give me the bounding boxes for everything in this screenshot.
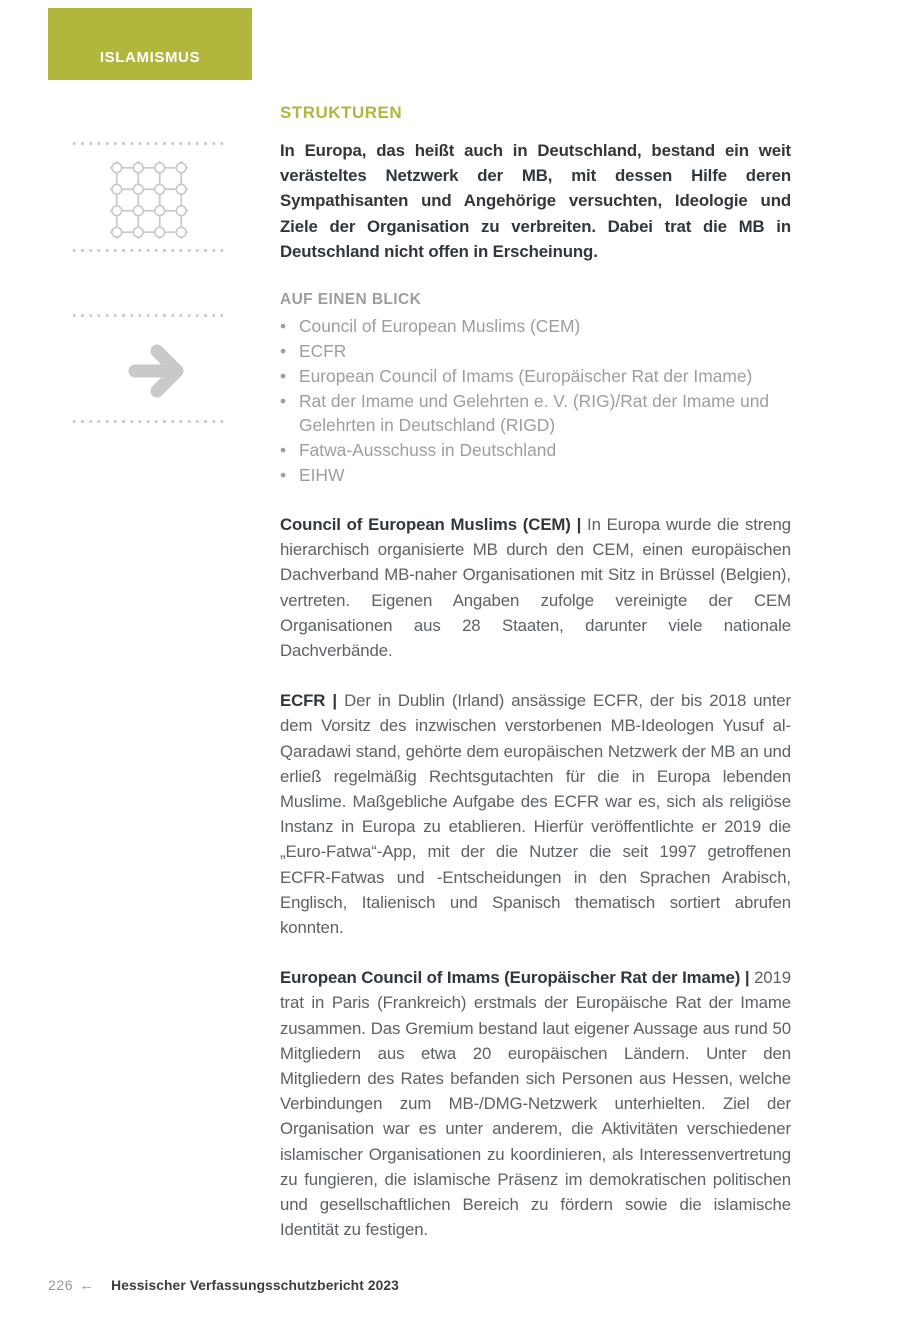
glance-item: • Fatwa-Ausschuss in Deutschland bbox=[280, 438, 791, 462]
glance-item: • EIHW bbox=[280, 463, 791, 487]
glance-title: AUF EINEN BLICK bbox=[280, 291, 422, 309]
paragraph-lead: ECFR | bbox=[280, 691, 337, 711]
intro-paragraph: In Europa, das heißt auch in Deutschland, bestand ein weit verästeltes Netzwerk der MB, mit dessen Hilfe deren Sympathisanten und Angehörige versuchten, Ideologie und Ziele der Organisation zu verbreiten. Dabei trat die MB in Deutschland nicht offen in Erscheinung. bbox=[280, 141, 791, 261]
left-arrow-icon: ← bbox=[79, 1277, 95, 1294]
dotted-divider bbox=[73, 314, 228, 317]
glance-item: • ECFR bbox=[280, 339, 791, 363]
chapter-badge-label: ISLAMISMUS bbox=[99, 48, 201, 66]
paragraph-body: 2019 trat in Paris (Frankreich) erstmals der Europäische Rat der Imame zusammen. Das Gremium bestand laut eigener Aussage aus rund 50 Mitgliedern aus etwa 20 europäischen Ländern. Unter den Mitgliedern des Rates befanden sich Personen aus Hessen, welche Verbindungen zum MB-/DMG-Netzwerk unterhielten. Ziel der Organisation war es unter anderem, die Aktivitäten verschiedener islamischer Organisationen zu koordinieren, als Interessenvertretung zu fungieren, die islamische Präsenz im demokratischen politischen und gesellschaftlichen Bereich zu fördern sowie die islamische Identität zu festigen. bbox=[280, 968, 791, 1240]
paragraph-lead: European Council of Imams (Europäischer Rat der Imame) | bbox=[280, 968, 750, 988]
page-number: 226 bbox=[48, 1277, 74, 1293]
arrow-right-icon bbox=[128, 344, 192, 398]
glance-item: • Rat der Imame und Gelehrten e. V. (RIG)/Rat der Imame und Gelehrten in Deutschland (RIGD) bbox=[280, 389, 791, 437]
glance-list bbox=[280, 314, 791, 487]
paragraph-body: In Europa wurde die streng hierarchisch organisierte MB durch den CEM, einen europäischen Dachverband MB-naher Organisationen mit Sitz in Brüssel (Belgien), vertreten. Eigenen Angaben zufolge vereinigte der CEM Organisationen aus 28 Staaten, darunter viele nationale Dachverbände. bbox=[280, 515, 791, 661]
body-paragraph-ecfr bbox=[280, 688, 791, 940]
paragraph-body: Der in Dublin (Irland) ansässige ECFR, der bis 2018 unter dem Vorsitz des inzwischen verstorbenen MB-Ideologen Yusuf al-Qaradawi stand, gehörte dem europäischen Netzwerk der MB an und erließ regelmäßig Rechtsgutachten für die in Europa lebenden Muslime. Maßgebliche Aufgabe des ECFR war es, sich als religiöse Instanz in Europa zu etablieren. Hierfür veröffentlichte er 2019 die „Euro-Fatwa“-App, mit der die Nutzer die seit 1997 getroffenen ECFR-Fatwas und -Entscheidungen in den Sprachen Arabisch, Englisch, Italienisch und Spanisch thematisch sortiert abrufen konnten. bbox=[280, 691, 792, 938]
page-footer bbox=[48, 1277, 399, 1294]
dotted-divider bbox=[73, 249, 228, 252]
body-paragraph-council-of-imams bbox=[280, 965, 791, 1242]
chapter-badge bbox=[48, 8, 252, 80]
body-paragraph-cem bbox=[280, 512, 791, 663]
network-grid-icon bbox=[108, 159, 190, 241]
main-content bbox=[280, 103, 791, 1243]
glance-item: • European Council of Imams (Europäischer Rat der Imame) bbox=[280, 364, 791, 388]
report-title: Hessischer Verfassungsschutzbericht 2023 bbox=[111, 1278, 399, 1293]
section-heading: STRUKTUREN bbox=[280, 103, 403, 122]
dotted-divider bbox=[73, 142, 228, 145]
dotted-divider bbox=[73, 420, 228, 423]
glance-item: • Council of European Muslims (CEM) bbox=[280, 314, 791, 338]
paragraph-lead: Council of European Muslims (CEM) | bbox=[280, 515, 582, 535]
